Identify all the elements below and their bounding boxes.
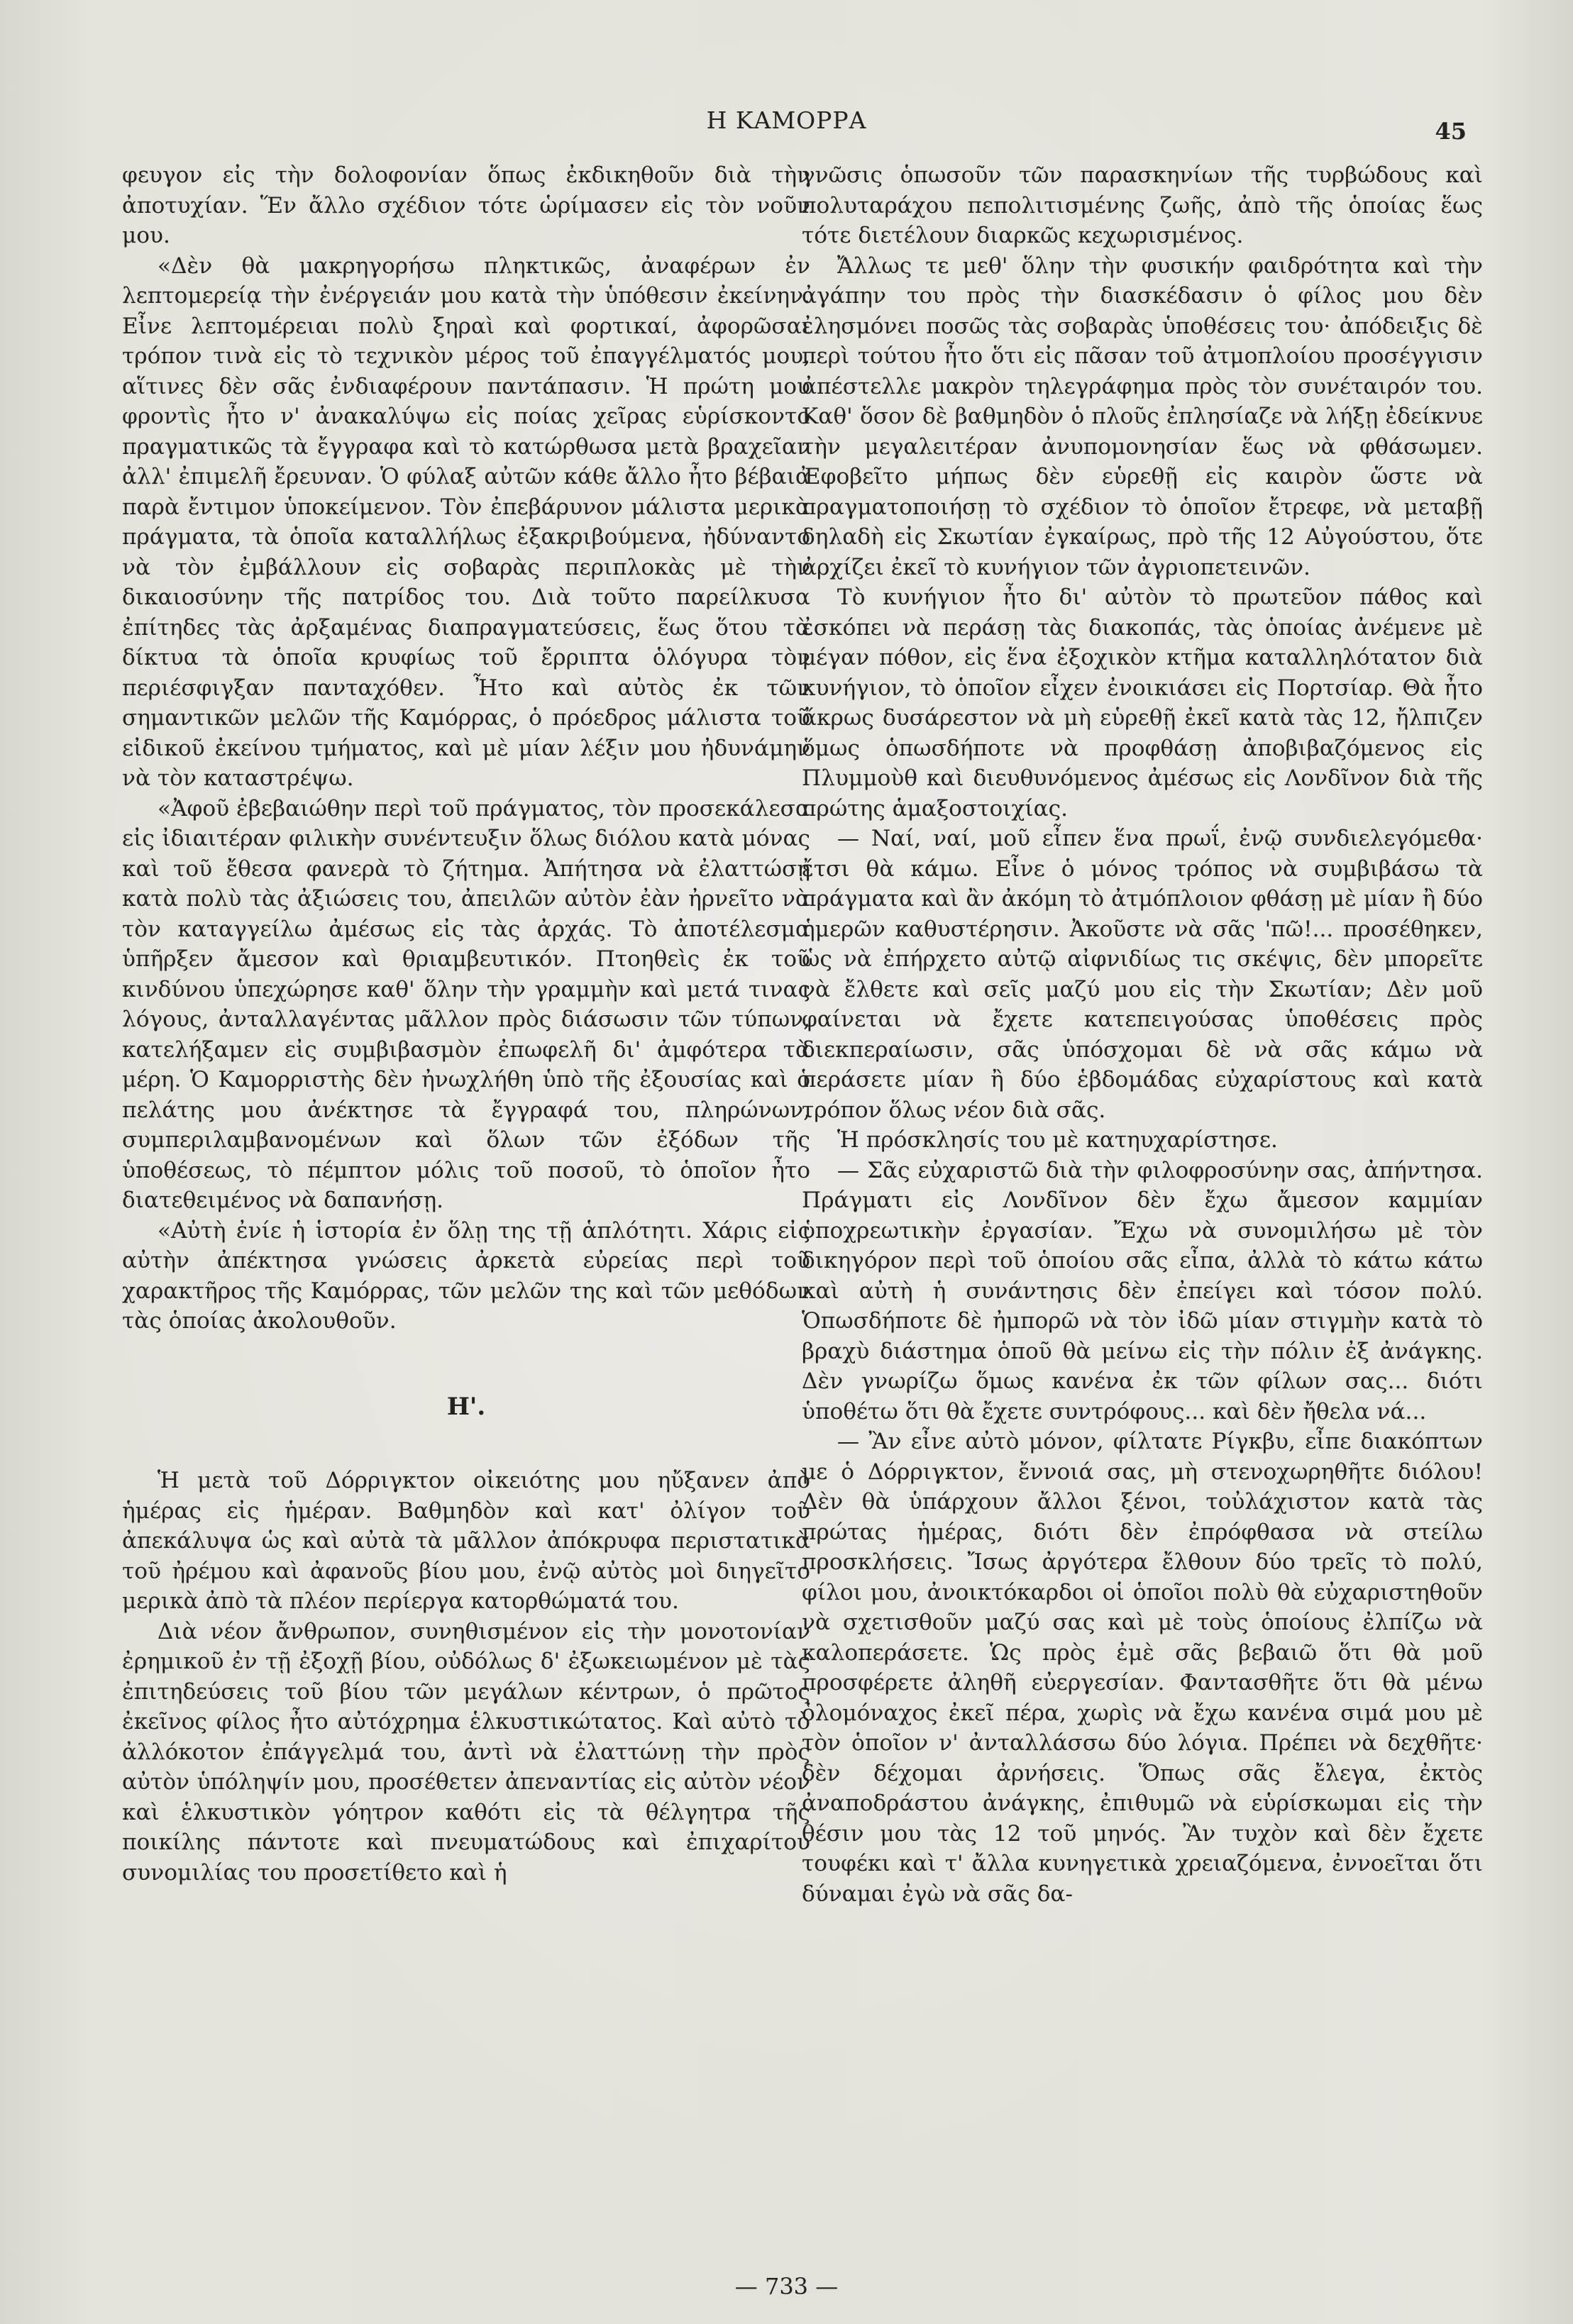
paragraph: φευγον εἰς τὴν δολοφονίαν ὅπως ἐκδικηθοῦν διὰ τὴν ἀποτυχίαν. Ἕν ἄλλο σχέδιον τότε ὡρίμασεν εἰς τὸν νοῦν μου.: [122, 162, 810, 248]
running-title: Η ΚΑΜΟΡΡΑ: [706, 106, 867, 134]
paragraph: «Αὐτὴ ἐνίε ἡ ἱστορία ἐν ὅλῃ της τῇ ἁπλότητι. Χάρις εἰς αὐτὴν ἀπέκτησα γνώσεις ἀρκετὰ εὐρείας περὶ τοῦ χαρακτῆρος τῆς Καμόρρας, τῶν μελῶν της καὶ τῶν μεθόδων τὰς ὁποίας ἀκολουθοῦν.: [122, 1217, 810, 1334]
paragraph: Διὰ νέον ἄνθρωπον, συνηθισμένον εἰς τὴν μονοτονίαν ἐρημικοῦ ἐν τῇ ἐξοχῇ βίου, οὐδόλως δ' ἐξωκειωμένον μὲ τὰς ἐπιτηδεύσεις τοῦ βίου τῶν μεγάλων κέντρων, ὁ πρῶτος ἐκεῖνος φίλος ἦτο αὐτόχρημα ἑλκυστικώτατος. Καὶ αὐτὸ τὸ ἀλλόκοτον ἐπάγγελμά του, ἀντὶ νὰ ἐλαττώνῃ τὴν πρὸς αὐτὸν ὑπόληψίν μου, προσέθετεν ἀπεναντίας εἰς αὐτὸν νέον καὶ ἑλκυστικὸν γόητρον καθότι εἰς τὰ θέλγητρα τῆς ποικίλης πάντοτε καὶ πνευματώδους καὶ ἐπιχαρίτου συνομιλίας του προσετίθετο καὶ ἡ: [122, 1618, 810, 1886]
paragraph: γνῶσις ὁπωσοῦν τῶν παρασκηνίων τῆς τυρβώδους καὶ πολυταράχου πεπολιτισμένης ζωῆς, ἀπὸ τῆς ὁποίας ἕως τότε διετέλουν διαρκῶς κεχωρισμένος.: [802, 162, 1483, 248]
paragraph: — Σᾶς εὐχαριστῶ διὰ τὴν φιλοφροσύνην σας, ἀπήντησα. Πράγματι εἰς Λονδῖνον δὲν ἔχω ἄμεσον καμμίαν ὑποχρεωτικὴν ἐργασίαν. Ἔχω νὰ συνομιλήσω μὲ τὸν δικηγόρον περὶ τοῦ ὁποίου σᾶς εἶπα, ἀλλὰ τὸ κάτω κάτω καὶ αὐτὴ ἡ συνάντησις δὲν ἐπείγει καὶ τόσον πολύ. Ὁπωσδήποτε δὲ ἠμπορῶ νὰ τὸν ἰδῶ μίαν στιγμὴν κατὰ τὸ βραχὺ διάστημα ὁποῦ θὰ μείνω εἰς τὴν πόλιν ἐξ ἀνάγκης. Δὲν γνωρίζω ὅμως κανένα ἐκ τῶν φίλων σας... διότι ὑποθέτω ὅτι θὰ ἔχετε συντρόφους... καὶ δὲν ἤθελα νά...: [802, 1157, 1483, 1424]
right-column: [802, 160, 1483, 1909]
left-column: [122, 160, 810, 1888]
chapter-heading: Η'.: [446, 1392, 486, 1421]
paragraph: Ἡ πρόσκλησίς του μὲ κατηυχαρίστησε.: [837, 1127, 1278, 1153]
paragraph: «Δὲν θὰ μακρηγορήσω πληκτικῶς, ἀναφέρων ἐν λεπτομερείᾳ τὴν ἐνέργειάν μου κατὰ τὴν ὑπόθεσιν ἐκείνην. Εἶνε λεπτομέρειαι πολὺ ξηραὶ καὶ φορτικαί, ἀφορῶσαι τρόπον τινὰ εἰς τὸ τεχνικὸν μέρος τοῦ ἐπαγγέλματός μου, αἵτινες δὲν σᾶς ἐνδιαφέρουν παντάπασιν. Ἡ πρώτη μου φροντὶς ἦτο ν' ἀνακαλύψω εἰς ποίας χεῖρας εὑρίσκοντο πραγματικῶς τὰ ἔγγραφα καὶ τὸ κατώρθωσα μετὰ βραχεῖαν ἀλλ' ἐπιμελῆ ἔρευναν. Ὁ φύλαξ αὐτῶν κάθε ἄλλο ἦτο βέβαια παρὰ ἔντιμον ὑποκείμενον. Τὸν ἐπεβάρυνον μάλιστα μερικὰ πράγματα, τὰ ὁποῖα καταλλήλως ἐξακριβούμενα, ἠδύναντο νὰ τὸν ἐμβάλλουν εἰς σοβαρὰς περιπλοκὰς μὲ τὴν δικαιοσύνην τῆς πατρίδος του. Διὰ τοῦτο παρείλκυσα ἐπίτηδες τὰς ἀρξαμένας διαπραγματεύσεις, ἕως ὅτου τὰ δίκτυα τὰ ὁποῖα κρυφίως τοῦ ἔρριπτα ὁλόγυρα τὸν περιέσφιγξαν πανταχόθεν. Ἦτο καὶ αὐτὸς ἐκ τῶν σημαντικῶν μελῶν τῆς Καμόρρας, ὁ πρόεδρος μάλιστα τοῦ εἰδικοῦ ἐκείνου τμήματος, καὶ μὲ μίαν λέξιν μου ἠδυνάμην νὰ τὸν καταστρέψω.: [122, 253, 810, 791]
paragraph: Ἡ μετὰ τοῦ Δόρριγκτον οἰκειότης μου ηὔξανεν ἀπὸ ἡμέρας εἰς ἡμέραν. Βαθμηδὸν καὶ κατ' ὀλίγον τοῦ ἀπεκάλυψα ὡς καὶ αὐτὰ τὰ μᾶλλον ἀπόκρυφα περιστατικὰ τοῦ ἠρέμου καὶ ἀφανοῦς βίου μου, ἐνῷ αὐτὸς μοὶ διηγεῖτο μερικὰ ἀπὸ τὰ πλέον περίεργα κατορθώματά του.: [122, 1468, 810, 1614]
paragraph: — Ναί, ναί, μοῦ εἶπεν ἕνα πρωΐ, ἐνῷ συνδιελεγόμεθα· ἔτσι θὰ κάμω. Εἶνε ὁ μόνος τρόπος νὰ συμβιβάσω τὰ πράγματα καὶ ἂν ἀκόμη τὸ ἀτμόπλοιον φθάσῃ μὲ μίαν ἢ δύο ἡμερῶν καθυστέρησιν. Ἀκοῦστε νὰ σᾶς 'πῶ!... προσέθηκεν, ὡς νὰ ἐπήρχετο αὐτῷ αἰφνιδίως τις σκέψις, δὲν μπορεῖτε νὰ ἔλθετε καὶ σεῖς μαζύ μου εἰς τὴν Σκωτίαν; Δὲν μοῦ φαίνεται νὰ ἔχετε κατεπειγούσας ὑποθέσεις πρὸς διεκπεραίωσιν, σᾶς ὑπόσχομαι δὲ νὰ σᾶς κάμω νὰ περάσετε μίαν ἢ δύο ἑβδομάδας εὐχαρίστους καὶ κατὰ τρόπον ὅλως νέον διὰ σᾶς.: [802, 826, 1483, 1123]
paragraph: Ἄλλως τε μεθ' ὅλην τὴν φυσικήν φαιδρότητα καὶ τὴν ἀγάπην του πρὸς τὴν διασκέδασιν ὁ φίλος μου δὲν ἐλησμόνει ποσῶς τὰς σοβαρὰς ὑποθέσεις του· ἀπόδειξις δὲ περὶ τούτου ἦτο ὅτι εἰς πᾶσαν τοῦ ἀτμοπλοίου προσέγγισιν ἀπέστελλε μακρὸν τηλεγράφημα πρὸς τὸν συνέταιρόν του. Καθ' ὅσον δὲ βαθμηδὸν ὁ πλοῦς ἐπλησίαζε νὰ λήξῃ ἐδείκνυε τὴν μεγαλειτέραν ἀνυπομονησίαν ἕως νὰ φθάσωμεν. Ἐφοβεῖτο μήπως δὲν εὑρεθῇ εἰς καιρὸν ὥστε νὰ πραγματοποιήσῃ τὸ σχέδιον τὸ ὁποῖον ἔτρεφε, νὰ μεταβῇ δηλαδὴ εἰς Σκωτίαν ἐγκαίρως, πρὸ τῆς 12 Αὐγούστου, ὅτε ἀρχίζει ἐκεῖ τὸ κυνήγιον τῶν ἀγριοπετεινῶν.: [802, 253, 1483, 580]
paragraph: Τὸ κυνήγιον ἦτο δι' αὐτὸν τὸ πρωτεῦον πάθος καὶ ἐσκόπει νὰ περάσῃ τὰς διακοπάς, τὰς ὁποίας ἀνέμενε μὲ μέγαν πόθον, εἰς ἕνα ἐξοχικὸν κτῆμα καταλληλότατον διὰ κυνήγιον, τὸ ὁποῖον εἶχεν ἐνοικιάσει εἰς Πορτσίαρ. Θὰ ἦτο ἄκρως δυσάρεστον νὰ μὴ εὑρεθῇ ἐκεῖ κατὰ τὰς 12, ἤλπιζεν ὅμως ὁπωσδήποτε νὰ προφθάσῃ ἀποβιβαζόμενος εἰς Πλυμμοὺθ καὶ διευθυνόμενος ἀμέσως εἰς Λονδῖνον διὰ τῆς πρώτης ἁμαξοστοιχίας.: [802, 585, 1483, 821]
folio-number: — 733 —: [734, 2273, 839, 2300]
paragraph: «Ἀφοῦ ἐβεβαιώθην περὶ τοῦ πράγματος, τὸν προσεκάλεσα εἰς ἰδιαιτέραν φιλικὴν συνέντευξιν ὅλως διόλου κατὰ μόνας καὶ τοῦ ἔθεσα φανερὰ τὸ ζήτημα. Ἀπήτησα νὰ ἐλαττώσῃ κατὰ πολὺ τὰς ἀξιώσεις του, ἀπειλῶν αὐτὸν ἐὰν ἠρνεῖτο νὰ τὸν καταγγείλω ἀμέσως εἰς τὰς ἀρχάς. Τὸ ἀποτέλεσμα ὑπῆρξεν ἄμεσον καὶ θριαμβευτικόν. Πτοηθεὶς ἐκ τοῦ κινδύνου ὑπεχώρησε καθ' ὅλην τὴν γραμμὴν καὶ μετά τινας λόγους, ἀνταλλαγέντας μᾶλλον πρὸς διάσωσιν τῶν τύπων, κατελήξαμεν εἰς συμβιβασμὸν ἐπωφελῆ δι' ἀμφότερα τὰ μέρη. Ὁ Καμορριστὴς δὲν ἠνωχλήθη ὑπὸ τῆς ἐξουσίας καὶ ὁ πελάτης μου ἀνέκτησε τὰ ἔγγραφά του, πληρώνων, συμπεριλαμβανομένων καὶ ὅλων τῶν ἐξόδων τῆς ὑποθέσεως, τὸ πέμπτον μόλις τοῦ ποσοῦ, τὸ ὁποῖον ἦτο διατεθειμένος νὰ δαπανήσῃ.: [122, 795, 810, 1213]
paragraph: — Ἂν εἶνε αὐτὸ μόνον, φίλτατε Ρίγκβυ, εἶπε διακόπτων με ὁ Δόρριγκτον, ἔννοιά σας, μὴ στενοχωρηθῆτε διόλου! Δὲν θὰ ὑπάρχουν ἄλλοι ξένοι, τοὐλάχιστον κατὰ τὰς πρώτας ἡμέρας, διότι δὲν ἐπρόφθασα νὰ στείλω προσκλήσεις. Ἴσως ἀργότερα ἔλθουν δύο τρεῖς τὸ πολύ, φίλοι μου, ἀνοικτόκαρδοι οἱ ὁποῖοι πολὺ θὰ εὐχαριστηθοῦν νὰ σχετισθοῦν μαζύ σας καὶ μὲ τοὺς ὁποίους ἐλπίζω νὰ καλοπεράσετε. Ὡς πρὸς ἐμὲ σᾶς βεβαιῶ ὅτι θὰ μοῦ προσφέρετε ἀληθῆ εὐεργεσίαν. Φαντασθῆτε ὅτι θὰ μένω ὁλομόναχος ἐκεῖ πέρα, χωρὶς νὰ ἔχω κανένα σιμά μου μὲ τὸν ὁποῖον ν' ἀνταλλάσσω δύο λόγια. Πρέπει νὰ δεχθῆτε· δὲν δέχομαι ἀρνήσεις. Ὅπως σᾶς ἔλεγα, ἐκτὸς ἀναποδράστου ἀνάγκης, ἐπιθυμῶ νὰ εὑρίσκωμαι εἰς τὴν θέσιν μου τὰς 12 τοῦ μηνός. Ἂν τυχὸν καὶ δὲν ἔχετε τουφέκι καὶ τ' ἄλλα κυνηγετικὰ χρειαζόμενα, ἐννοεῖται ὅτι δύναμαι ἐγὼ νὰ σᾶς δα-: [802, 1429, 1483, 1907]
page-number: 45: [1435, 118, 1467, 145]
